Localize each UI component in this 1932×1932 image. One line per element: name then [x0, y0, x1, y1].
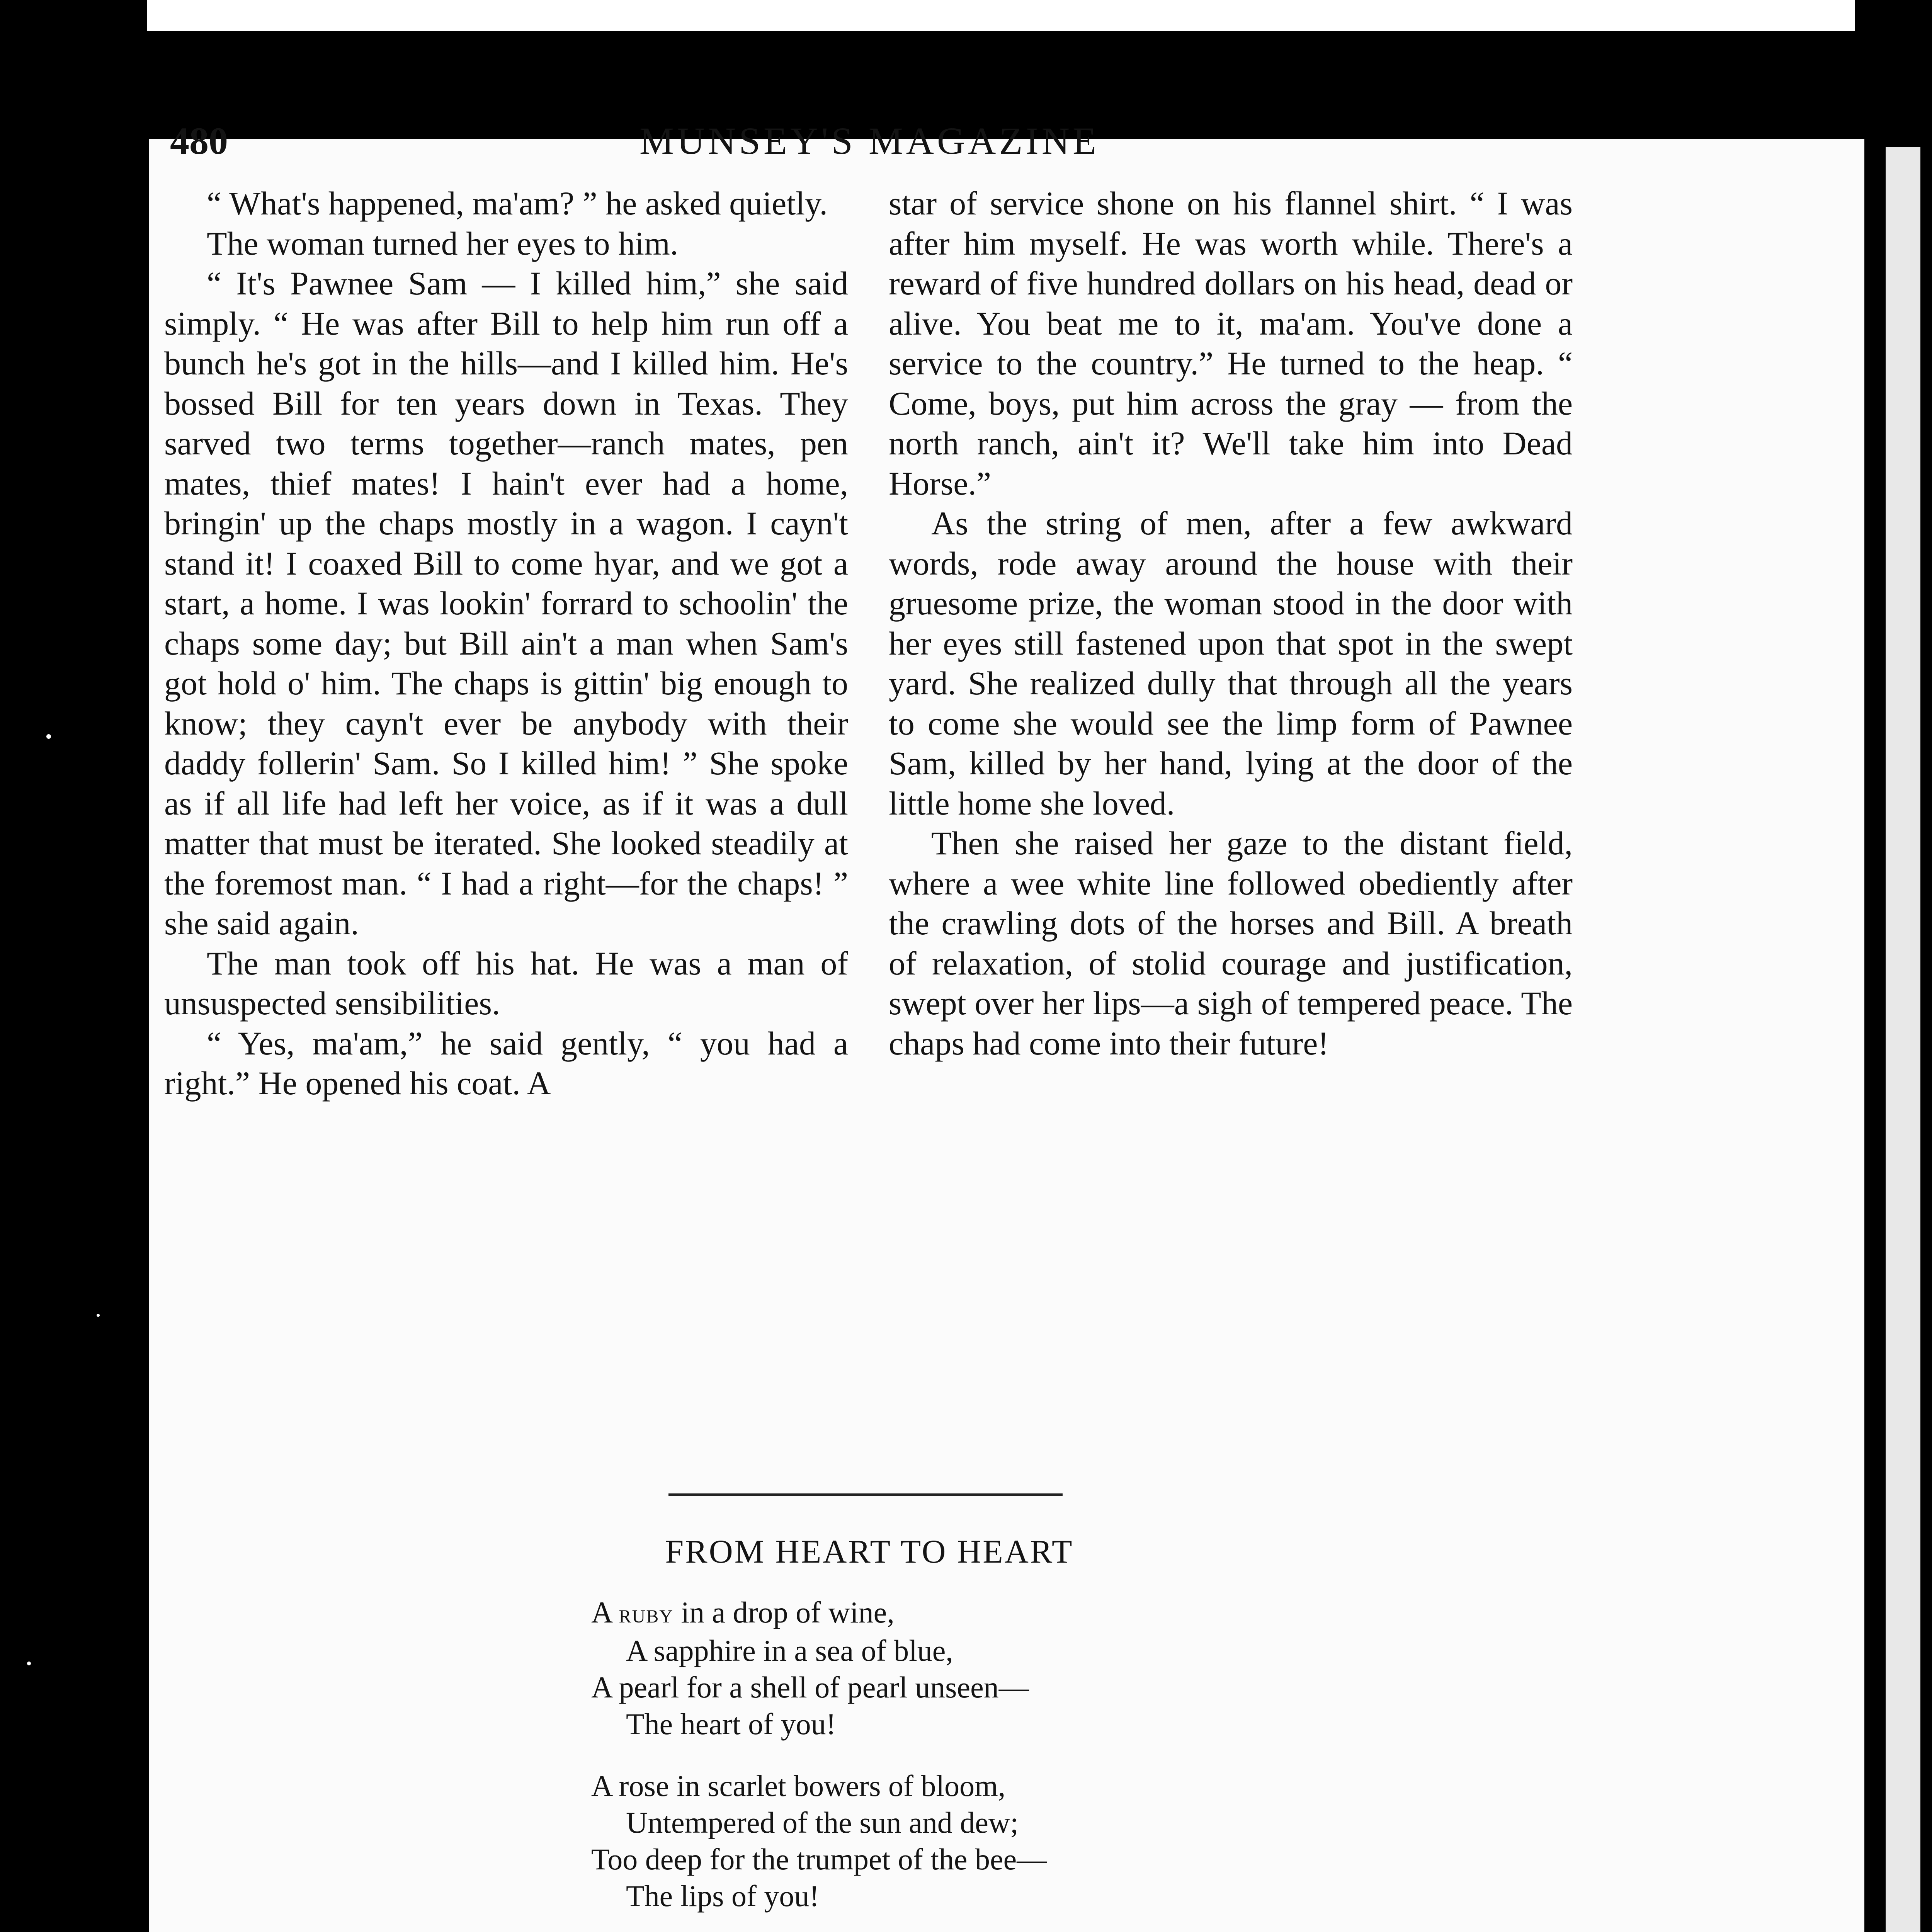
paragraph: “ What's happened, ma'am? ” he asked quietly. [207, 185, 828, 222]
scan-speck [97, 1314, 100, 1317]
poem-line: The heart of you! [626, 1707, 836, 1741]
poem-line: A sapphire in a sea of blue, [626, 1634, 953, 1667]
page-number: 480 [170, 119, 228, 162]
paragraph: Then she raised her gaze to the distant field, where a wee white line followed obediently after the crawling dots of the horses and Bill. A breath of relaxation, of stolid courage and justification, swept over her lips—a sigh of tempered peace. The chaps had come into their future! [889, 825, 1573, 1062]
scan-speck [46, 734, 51, 739]
paragraph: “ It's Pawnee Sam — I killed him,” she said simply. “ He was after Bill to help him run off a bunch he's got in the hills—and I killed him. He's bossed Bill for ten years down in Texas. They sarved two terms together—ranch mates, pen mates, thief mates! I hain't ever had a home, bringin' up the chaps mostly in a wagon. I cayn't stand it! I coaxed Bill to come hyar, and we got a start, a home. I was lookin' forrard to schoolin' the chaps some day; but Bill ain't a man when Sam's got hold o' him. The chaps is gittin' big enough to know; they cayn't ever be anybody with their daddy follerin' Sam. So I killed him! ” She spoke as if all life had left her voice, as if it was a dull matter that must be iterated. She looked steadily at the foremost man. “ I had a right—for the chaps! ” she said again. [164, 265, 848, 942]
poem [591, 1594, 1596, 1932]
poem-line [591, 1594, 1596, 1632]
next-page-edge [1886, 147, 1920, 1932]
running-title: MUNSEY'S MAGAZINE [639, 119, 1100, 162]
poem-line: A pearl for a shell of pearl unseen— [591, 1670, 1029, 1704]
poem-stanza [591, 1594, 1596, 1742]
poem-line: Too deep for the trumpet of the bee— [591, 1842, 1047, 1876]
poem-line: Untempered of the sun and dew; [626, 1806, 1019, 1839]
paragraph: The man took off his hat. He was a man of unsuspected sensibilities. [164, 944, 848, 1022]
paragraph: As the string of men, after a few awkward words, rode away around the house with their gruesome prize, the woman stood in the door with her eyes still fastened upon that spot in the swept yard. She realized dully that through all the years to come she would see the limp form of Pawnee Sam, killed by her hand, lying at the door of the little home she loved. [889, 505, 1573, 822]
left-column [164, 184, 848, 1104]
page-header [170, 102, 1569, 180]
poem-stanza [591, 1767, 1596, 1914]
poem-first-word: A [591, 1595, 619, 1629]
poem-line: The lips of you! [626, 1879, 820, 1913]
scan-top-strip [147, 0, 1855, 31]
paragraph: star of service shone on his flannel shirt. “ I was after him myself. He was worth while. There's a reward of five hundred dollars on his head, dead or alive. You beat me to it, ma'am. You've done a service to the country.” He turned to the heap. “ Come, boys, put him across the gray — from the north ranch, ain't it? We'll take him into Dead Horse.” [889, 185, 1573, 502]
paragraph: “ Yes, ma'am,” he said gently, “ you had a right.” He opened his coat. A [164, 1024, 848, 1102]
poem-line: A rose in scarlet bowers of bloom, [591, 1769, 1006, 1803]
poem-line-rest: in a drop of wine, [673, 1595, 895, 1629]
paragraph: The woman turned her eyes to him. [207, 224, 679, 262]
scan-speck [27, 1662, 31, 1665]
poem-small-caps: ruby [619, 1599, 673, 1628]
poem-title: FROM HEART TO HEART [665, 1533, 1074, 1570]
right-column [889, 184, 1573, 1063]
section-divider [668, 1493, 1063, 1496]
